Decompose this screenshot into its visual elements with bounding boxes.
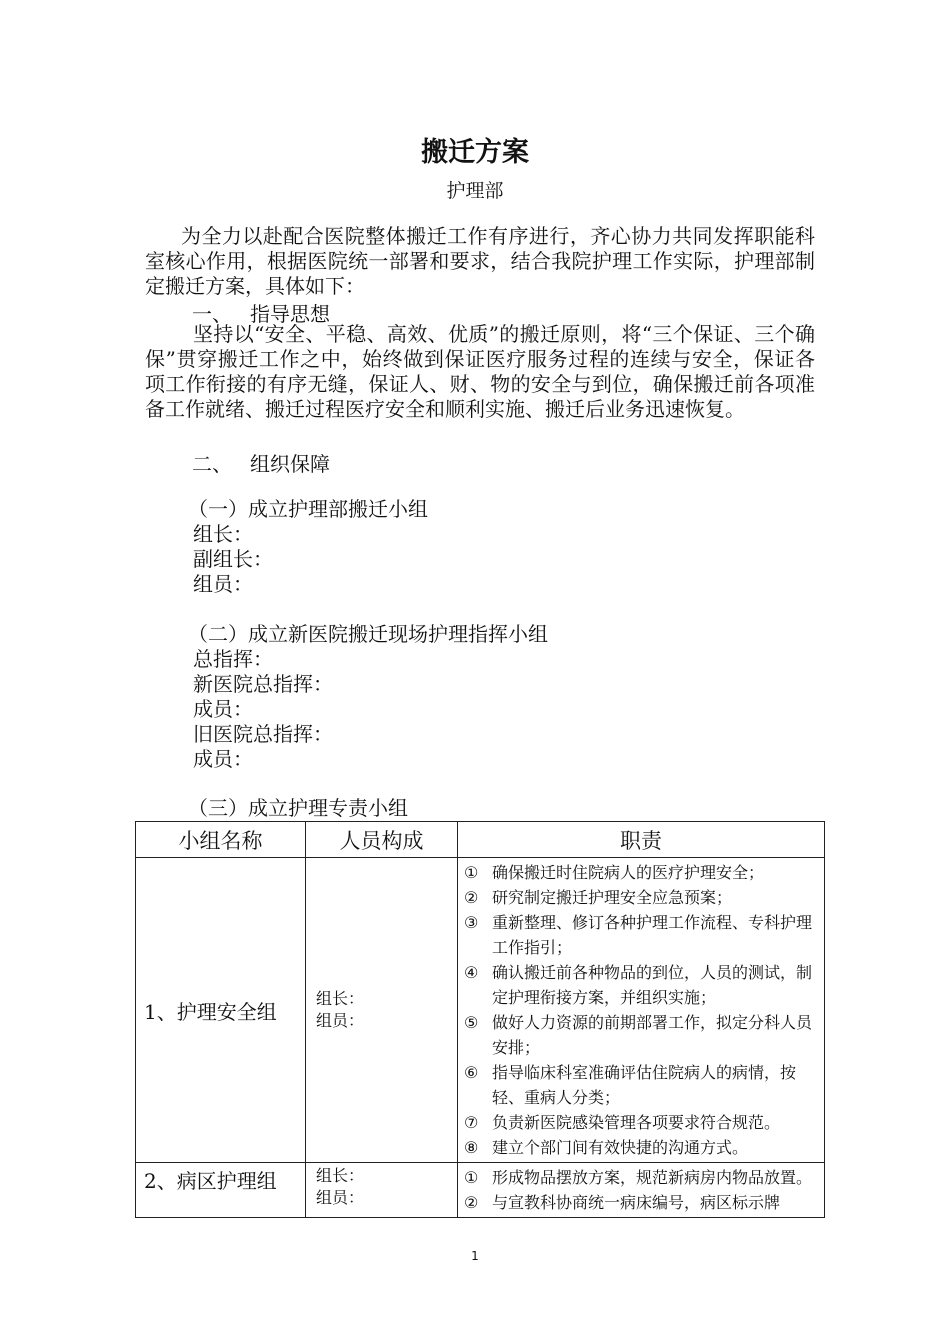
intro-paragraph: 为全力以赴配合医院整体搬迁工作有序进行，齐心协力共同发挥职能科室核心作用，根据医院统一部署和要求，结合我院护理工作实际，护理部制定搬迁方案，具体如下： (145, 224, 815, 298)
member-label: 组员： (316, 1188, 365, 1207)
duty-marker: ② (464, 888, 479, 907)
group2-new-chief-field: 新医院总指挥： (193, 672, 333, 696)
table-row (136, 1163, 825, 1218)
header-group-name: 小组名称 (136, 822, 306, 858)
duty-text: 负责新医院感染管理各项要求符合规范。 (492, 1113, 781, 1132)
table-header-row (136, 822, 825, 858)
group-name-cell: 2、病区护理组 (136, 1163, 306, 1218)
leader-label: 组长： (316, 1166, 365, 1185)
section-title: 指导思想 (250, 302, 330, 326)
group2-old-chief-field: 旧医院总指挥： (193, 722, 333, 746)
duty-text: 指导临床科室准确评估住院病人的病情，按轻、重病人分类； (492, 1063, 797, 1107)
duty-table (135, 821, 825, 1218)
duty-marker: ① (464, 863, 479, 882)
duty-item (464, 960, 818, 1010)
leader-label: 组长： (316, 989, 365, 1008)
group1-title: （一）成立护理部搬迁小组 (188, 497, 428, 521)
duty-marker: ⑤ (464, 1013, 479, 1032)
duty-marker: ④ (464, 963, 479, 982)
document-title: 搬迁方案 (421, 137, 529, 168)
group2-member2-field: 成员： (193, 747, 253, 771)
duty-item (464, 1165, 818, 1190)
duty-item (464, 860, 818, 885)
duty-text: 重新整理、修订各种护理工作流程、专科护理工作指引； (492, 913, 813, 957)
duty-marker: ⑧ (464, 1138, 479, 1157)
duty-marker: ⑦ (464, 1113, 479, 1132)
duty-item (464, 1110, 818, 1135)
duty-item (464, 1135, 818, 1160)
group2-chief-field: 总指挥： (193, 647, 273, 671)
duty-text: 建立个部门间有效快捷的沟通方式。 (492, 1138, 749, 1157)
page-number: 1 (471, 1249, 479, 1263)
group2-member1-field: 成员： (193, 697, 253, 721)
duties-cell (458, 858, 825, 1163)
duty-item (464, 910, 818, 960)
group2-title: （二）成立新医院搬迁现场护理指挥小组 (188, 622, 548, 646)
section-heading-2 (192, 448, 330, 477)
duty-text: 与宣教科协商统一病床编号，病区标示牌 (492, 1193, 781, 1212)
member-label: 组员： (316, 1011, 365, 1030)
group-name-cell: 1、护理安全组 (136, 858, 306, 1163)
section-number: 二、 (192, 452, 232, 476)
group1-member-field: 组员： (193, 572, 253, 596)
duty-text: 形成物品摆放方案，规范新病房内物品放置。 (492, 1168, 813, 1187)
members-cell (306, 858, 458, 1163)
table-row (136, 858, 825, 1163)
duty-marker: ③ (464, 913, 479, 932)
header-duties: 职责 (458, 822, 825, 858)
section-title: 组织保障 (250, 452, 330, 476)
duty-item (464, 1190, 818, 1215)
section-number: 一、 (192, 302, 232, 326)
header-members: 人员构成 (306, 822, 458, 858)
duty-text: 确保搬迁时住院病人的医疗护理安全； (492, 863, 765, 882)
duty-text: 研究制定搬迁护理安全应急预案； (492, 888, 733, 907)
duties-cell (458, 1163, 825, 1218)
group1-deputy-field: 副组长： (193, 547, 273, 571)
duty-marker: ① (464, 1168, 479, 1187)
members-cell (306, 1163, 458, 1218)
department-name: 护理部 (446, 180, 504, 202)
duty-text: 做好人力资源的前期部署工作，拟定分科人员安排； (492, 1013, 813, 1057)
duty-marker: ② (464, 1193, 479, 1212)
duty-text: 确认搬迁前各种物品的到位，人员的测试，制定护理衔接方案，并组织实施； (492, 963, 813, 1007)
group3-title: （三）成立护理专责小组 (188, 796, 408, 820)
duty-item (464, 1060, 818, 1110)
duty-item (464, 885, 818, 910)
group1-leader-field: 组长： (193, 522, 253, 546)
duty-item (464, 1010, 818, 1060)
guiding-principle-paragraph: 坚持以“安全、平稳、高效、优质”的搬迁原则，将“三个保证、三个确保”贯穿搬迁工作之中，始终做到保证医疗服务过程的连续与安全，保证各项工作衔接的有序无缝，保证人、财、物的安全与到位，确保搬迁前各项准备工作就绪、搬迁过程医疗安全和顺利实施、搬迁后业务迅速恢复。 (145, 322, 815, 421)
duty-marker: ⑥ (464, 1063, 479, 1082)
